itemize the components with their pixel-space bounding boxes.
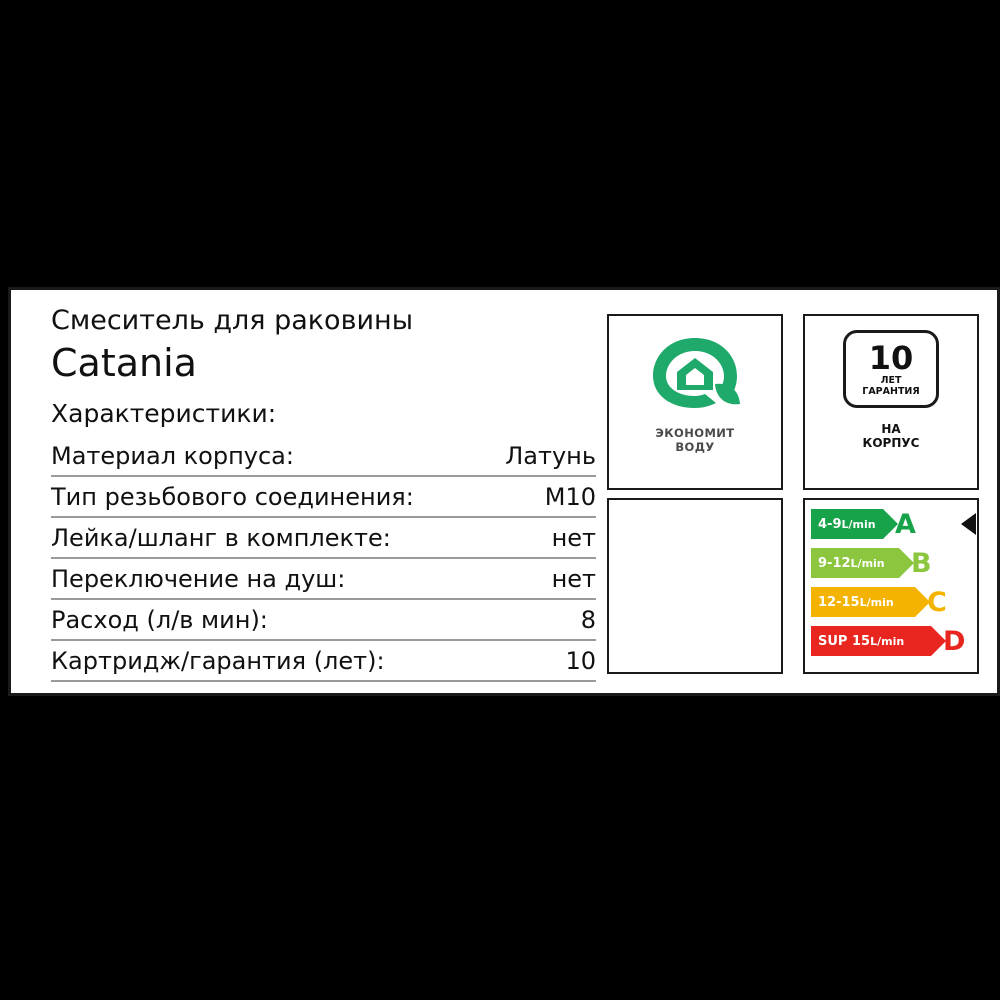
eco-badge-line2: ВОДУ (675, 440, 715, 454)
specs-table (51, 436, 596, 682)
product-name: Catania (51, 341, 197, 385)
flow-bar-c (811, 587, 915, 617)
warranty-years: 10 (868, 338, 914, 377)
flow-unit-a: L/min (841, 517, 876, 531)
spec-name: Расход (л/в мин): (51, 606, 268, 634)
warranty-word: ГАРАНТИЯ (862, 385, 920, 397)
flow-bar-a (811, 509, 883, 539)
warranty-scope (863, 422, 920, 450)
flow-letter-a: A (895, 508, 916, 540)
warranty-plate (843, 330, 939, 408)
specs-heading: Характеристики: (51, 399, 277, 428)
flow-letter-c: C (927, 586, 947, 618)
empty-badge-box (607, 498, 783, 674)
product-kind: Смеситель для раковины (51, 305, 414, 336)
product-label-panel (8, 287, 1000, 696)
flow-unit-d: L/min (870, 634, 905, 648)
table-row (51, 476, 596, 517)
specification-column (51, 304, 601, 682)
flow-range-b: 9-12 (818, 555, 851, 571)
spec-name: Материал корпуса: (51, 442, 294, 470)
spec-value: нет (551, 524, 596, 552)
spec-value: 10 (565, 647, 596, 675)
spec-value: M10 (544, 483, 596, 511)
flow-bar-b (811, 548, 899, 578)
warranty-scope-line1: НА (881, 422, 901, 436)
flow-class-box (803, 498, 979, 674)
spec-name: Тип резьбового соединения: (51, 483, 414, 511)
eco-badge-line1: ЭКОНОМИТ (655, 426, 735, 440)
flow-range-d: SUP 15 (818, 633, 871, 649)
spec-value: Латунь (505, 442, 596, 470)
flow-class-selection-arrow-icon (961, 513, 976, 535)
list-item (811, 584, 971, 620)
flow-class-rows (811, 506, 971, 666)
table-row (51, 599, 596, 640)
table-row (51, 436, 596, 476)
spec-value: 8 (580, 606, 596, 634)
warranty-scope-line2: КОРПУС (862, 436, 920, 450)
eco-house-leaf-icon (643, 332, 747, 420)
list-item (811, 545, 971, 581)
flow-letter-d: D (943, 625, 966, 657)
table-row (51, 517, 596, 558)
flow-letter-b: B (911, 547, 932, 579)
list-item (811, 623, 971, 659)
list-item (811, 506, 971, 542)
spec-name: Картридж/гарантия (лет): (51, 647, 385, 675)
table-row (51, 558, 596, 599)
flow-unit-c: L/min (859, 595, 894, 609)
warranty-years-unit: ЛЕТ (880, 374, 902, 386)
flow-range-c: 12-15 (818, 594, 860, 610)
warranty-badge-box (803, 314, 979, 490)
flow-unit-b: L/min (850, 556, 885, 570)
table-row (51, 640, 596, 681)
spec-name: Лейка/шланг в комплекте: (51, 524, 391, 552)
eco-badge-content (609, 316, 781, 488)
spec-value: нет (551, 565, 596, 593)
warranty-badge-content (805, 316, 977, 488)
spec-name: Переключение на душ: (51, 565, 346, 593)
flow-bar-d (811, 626, 931, 656)
eco-badge-text (655, 426, 734, 454)
flow-range-a: 4-9 (818, 516, 842, 532)
eco-badge-box (607, 314, 783, 490)
